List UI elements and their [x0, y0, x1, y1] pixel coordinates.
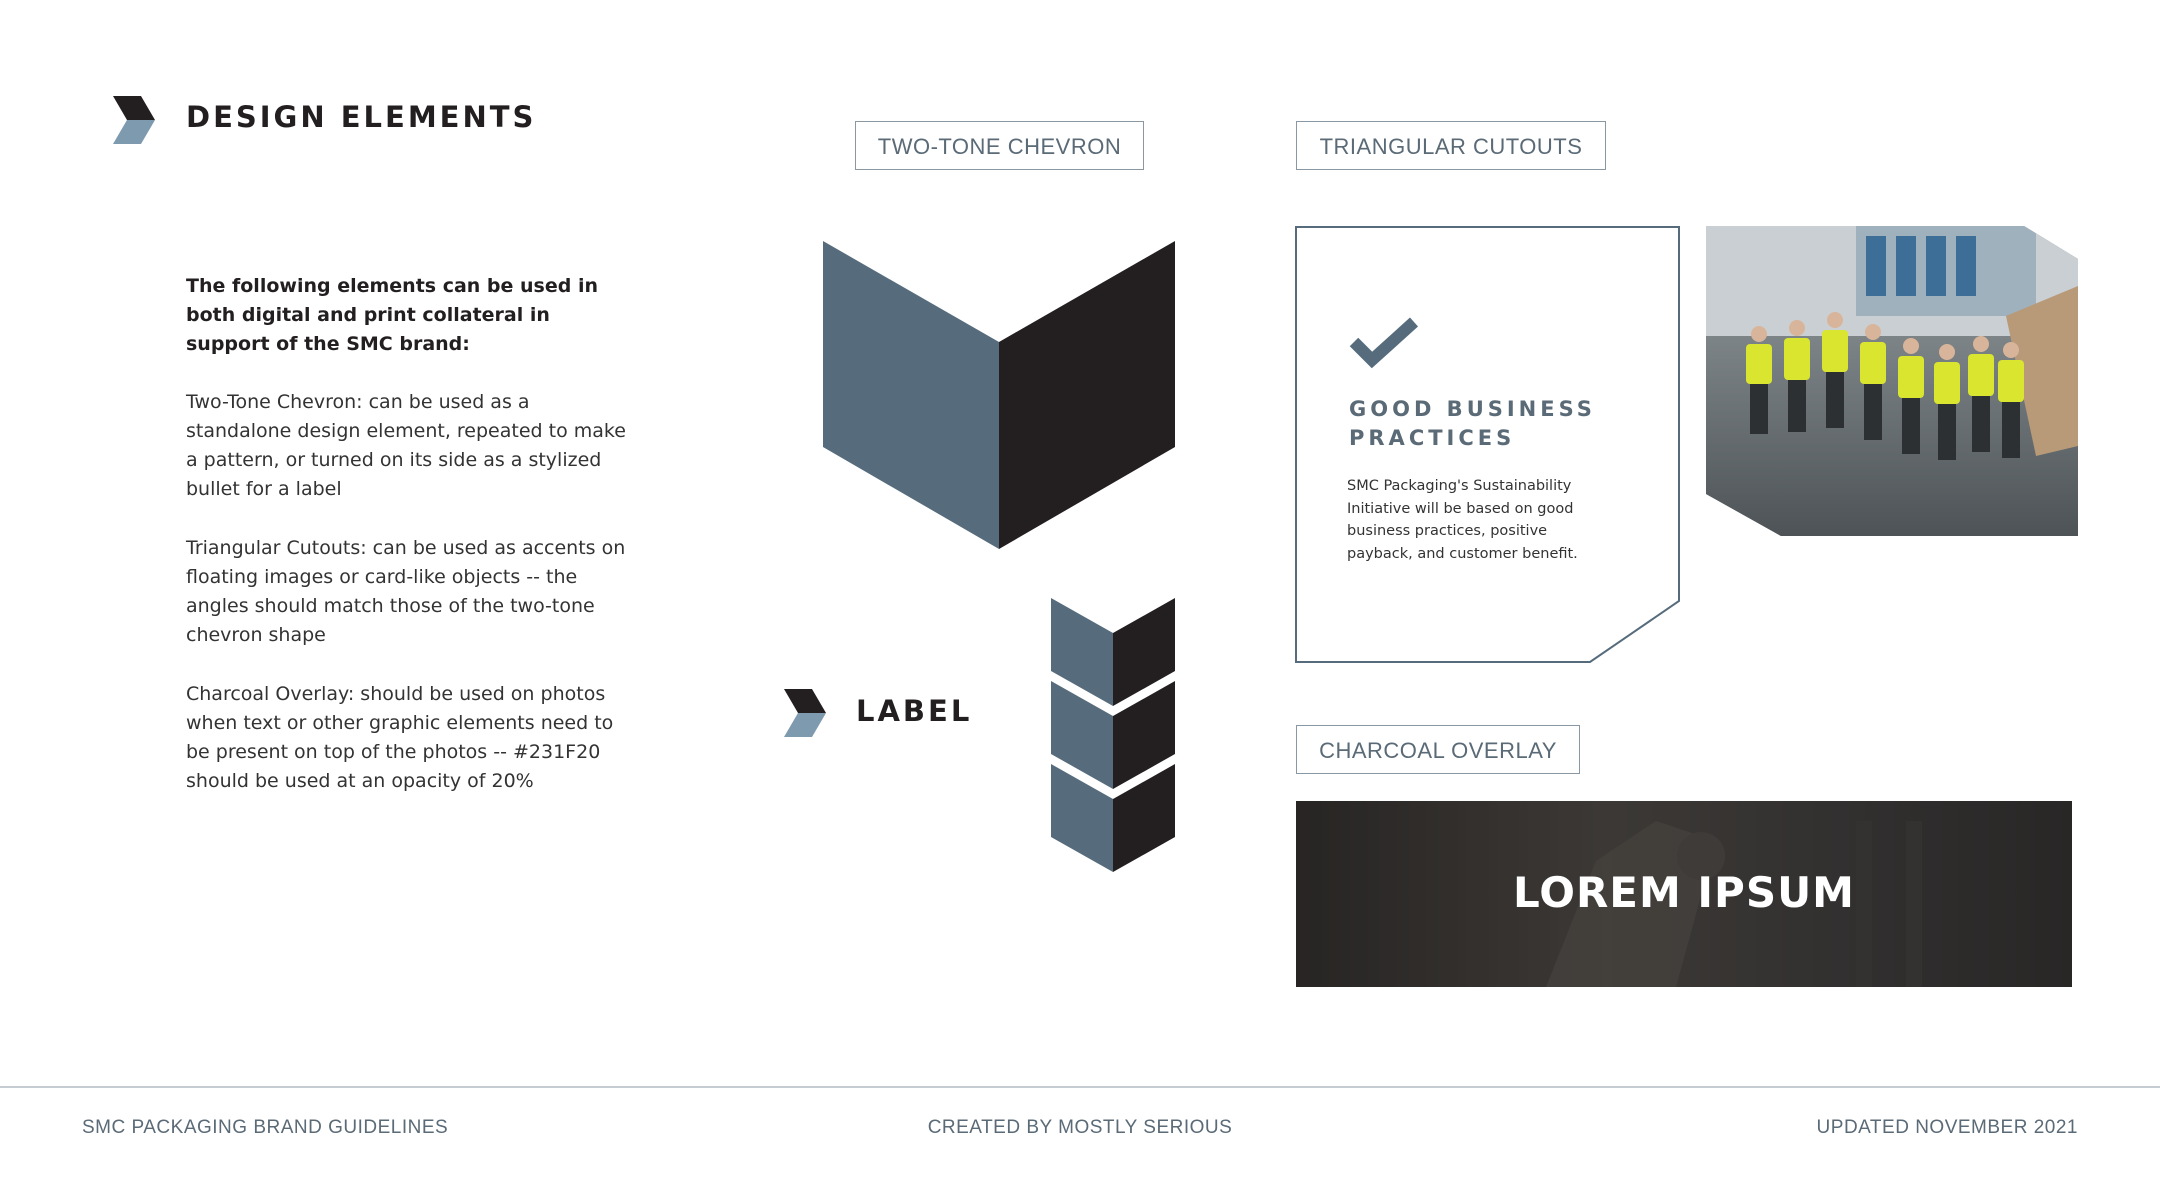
tag-triangular-cutouts: TRIANGULAR CUTOUTS	[1296, 121, 1606, 170]
footer-right: UPDATED NOVEMBER 2021	[1816, 1117, 2078, 1138]
tag-charcoal-overlay: CHARCOAL OVERLAY	[1296, 725, 1580, 774]
overlay-title: LOREM IPSUM	[1513, 868, 1855, 917]
label-demo-text: LABEL	[856, 694, 973, 728]
paragraph-chevron: Two-Tone Chevron: can be used as a standalone design element, repeated to make a pattern, or turned on its side as a stylized bullet for a label	[186, 391, 626, 500]
card-heading: GOOD BUSINESS PRACTICES	[1349, 397, 1596, 450]
two-tone-chevron-large	[823, 241, 1175, 549]
chevron-bullet-icon	[113, 96, 155, 144]
paragraph-cutouts: Triangular Cutouts: can be used as accents on floating images or card-like objects -- the angles should match those of the two-tone chevron shape	[186, 537, 626, 646]
team-photo	[1706, 226, 2078, 536]
tag-two-tone-chevron: TWO-TONE CHEVRON	[855, 121, 1144, 170]
footer-divider	[0, 1086, 2160, 1088]
footer-left: SMC PACKAGING BRAND GUIDELINES	[82, 1117, 449, 1138]
checkmark-icon	[1348, 314, 1420, 370]
intro-text: The following elements can be used in both digital and print collateral in support of the SMC brand:	[186, 275, 598, 355]
footer-center: CREATED BY MOSTLY SERIOUS	[927, 1117, 1233, 1138]
chevron-bullet-icon	[784, 689, 826, 737]
page-title: DESIGN ELEMENTS	[186, 100, 537, 134]
chevron-pattern-stack	[1051, 598, 1175, 872]
card-body: SMC Packaging's Sustainability Initiative will be based on good business practices, positive payback, and customer benefit.	[1347, 478, 1578, 562]
paragraph-overlay: Charcoal Overlay: should be used on photos when text or other graphic elements need to be present on top of the photos -- #231F20 should be used at an opacity of 20%	[186, 683, 614, 792]
chevron-pattern-item	[1051, 598, 1175, 706]
